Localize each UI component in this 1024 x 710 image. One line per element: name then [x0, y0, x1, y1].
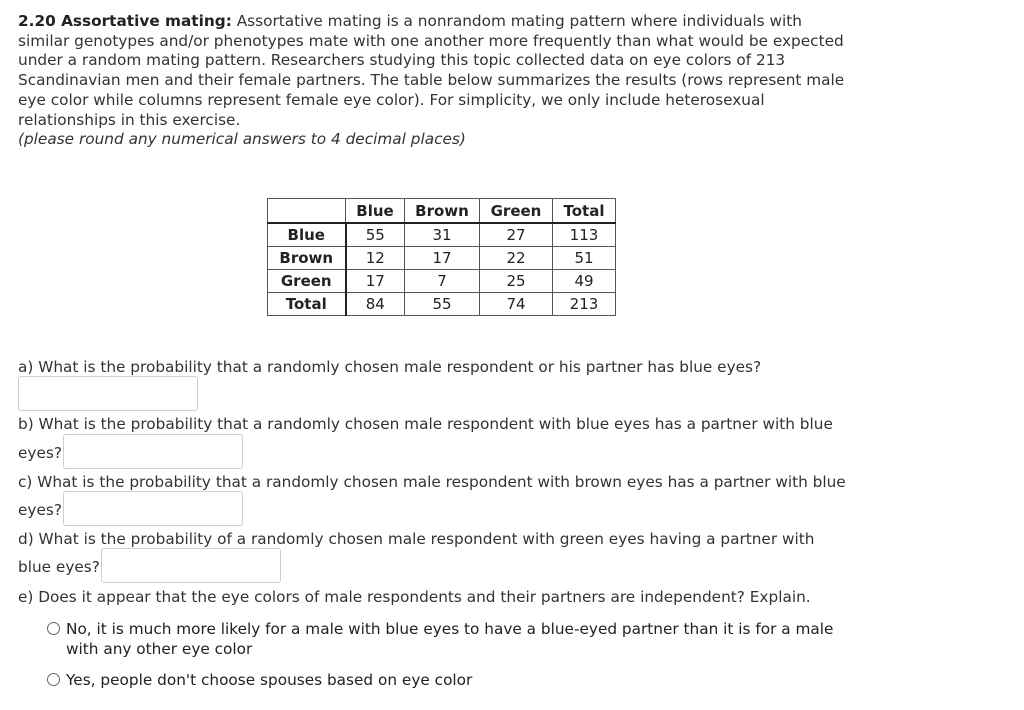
answer-a-input[interactable] — [18, 376, 198, 411]
column-header: Total — [553, 199, 616, 224]
row-header: Brown — [268, 247, 346, 270]
table-cell: 17 — [405, 247, 480, 270]
question-e-text: e) Does it appear that the eye colors of male respondents and their partners are independent? Explain. — [18, 588, 811, 606]
table-cell: 7 — [405, 270, 480, 293]
answer-d-input[interactable] — [101, 548, 281, 583]
table-cell: 55 — [405, 293, 480, 316]
table-cell: 74 — [480, 293, 553, 316]
radio-button[interactable] — [47, 673, 60, 686]
column-header: Green — [480, 199, 553, 224]
question-d — [18, 529, 858, 549]
question-b-text: b) What is the probability that a randomly chosen male respondent with blue eyes has a partner with blue — [18, 415, 833, 433]
table-cell: 31 — [405, 223, 480, 247]
question-a — [18, 357, 918, 377]
row-header: Green — [268, 270, 346, 293]
question-d-cont — [18, 557, 100, 577]
rounding-note: (please round any numerical answers to 4 decimal places) — [18, 130, 466, 149]
question-b-cont-text: eyes? — [18, 444, 62, 462]
column-header: Blue — [346, 199, 405, 224]
question-c-cont — [18, 500, 62, 520]
row-header: Blue — [268, 223, 346, 247]
row-header: Total — [268, 293, 346, 316]
radio-button[interactable] — [47, 622, 60, 635]
question-c-text: c) What is the probability that a randomly chosen male respondent with brown eyes has a partner with blue — [18, 473, 846, 491]
question-b — [18, 414, 858, 434]
option-yes-label: Yes, people don't choose spouses based on eye color — [66, 671, 473, 689]
question-c-cont-text: eyes? — [18, 501, 62, 519]
question-b-cont — [18, 443, 62, 463]
question-a-text: a) What is the probability that a randomly chosen male respondent or his partner has blue eyes? — [18, 358, 762, 376]
table-cell: 84 — [346, 293, 405, 316]
table-row — [268, 223, 616, 247]
question-e — [18, 587, 918, 607]
table-cell: 49 — [553, 270, 616, 293]
table-corner-cell — [268, 199, 346, 224]
table-cell: 22 — [480, 247, 553, 270]
table-header-row — [268, 199, 616, 224]
table-row — [268, 247, 616, 270]
column-header: Brown — [405, 199, 480, 224]
table-cell: 27 — [480, 223, 553, 247]
question-d-cont-text: blue eyes? — [18, 558, 100, 576]
table-cell: 213 — [553, 293, 616, 316]
table-cell: 113 — [553, 223, 616, 247]
problem-heading: 2.20 Assortative mating: — [18, 12, 232, 30]
table-cell: 51 — [553, 247, 616, 270]
table-row — [268, 293, 616, 316]
table-cell: 12 — [346, 247, 405, 270]
answer-b-input[interactable] — [63, 434, 243, 469]
answer-c-input[interactable] — [63, 491, 243, 526]
problem-intro — [18, 12, 848, 150]
question-c — [18, 472, 878, 492]
eye-color-table — [267, 198, 616, 316]
problem-body: Assortative mating is a nonrandom mating pattern where individuals with similar genotypes and/or phenotypes mate with one another more frequently than what would be expected under a random mating pattern. Researchers studying this topic collected data on eye colors of 213 Scandinavian men and their female partners. The table below summarizes the results (rows represent male eye color while columns represent female eye color). For simplicity, we only include heterosexual relationships in this exercise. — [18, 12, 845, 129]
table-row — [268, 270, 616, 293]
table-cell: 25 — [480, 270, 553, 293]
question-d-text: d) What is the probability of a randomly chosen male respondent with green eyes having a partner with — [18, 530, 815, 548]
table-cell: 17 — [346, 270, 405, 293]
table-cell: 55 — [346, 223, 405, 247]
option-no-label: No, it is much more likely for a male with blue eyes to have a blue-eyed partner than it is for a male with any other eye color — [66, 620, 834, 658]
